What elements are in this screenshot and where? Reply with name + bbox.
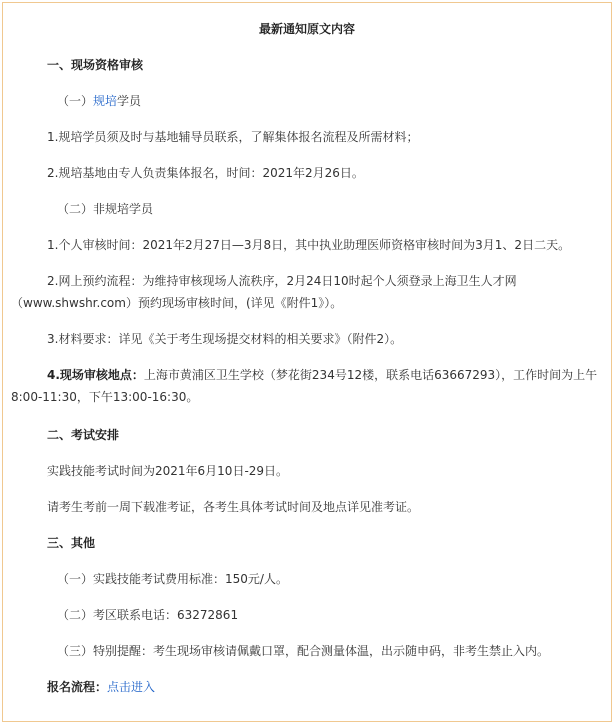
paragraph-contact-phone: （二）考区联系电话：63272861	[57, 608, 239, 622]
paragraph-exam-time: 实践技能考试时间为2021年6月10日-29日。	[47, 464, 289, 478]
section-heading-exam: 二、考试安排	[47, 428, 120, 442]
notice-frame	[2, 2, 612, 722]
registration-process-label: 报名流程：	[47, 680, 108, 694]
paragraph-materials: 3.材料要求：详见《关于考生现场提交材料的相关要求》（附件2）。	[47, 332, 403, 346]
subheading-non-trainee: （二）非规培学员	[57, 202, 154, 216]
paragraph-fee: （一）实践技能考试费用标准：150元/人。	[57, 572, 288, 586]
subheading-trainee	[57, 91, 597, 111]
subheading-trainee-suffix: 学员	[117, 94, 142, 108]
section-heading-other: 三、其他	[47, 536, 96, 550]
paragraph-admission-ticket: 请考生考前一周下载准考证，各考生具体考试时间及地点详见准考证。	[47, 500, 420, 514]
paragraph-review-time: 1.个人审核时间：2021年2月27日—3月8日，其中执业助理医师资格审核时间为3月1、2日二天。	[47, 238, 571, 252]
paragraph-online-booking-line2: （www.shwshr.com）预约现场审核时间，(详见《附件1》）。	[11, 296, 343, 310]
subheading-trainee-prefix: （一）	[57, 94, 94, 108]
paragraph-review-location-line2: 8:00-11:30，下午13:00-16:30。	[11, 390, 199, 404]
paragraph-trainee-registration: 2.规培基地由专人负责集体报名，时间：2021年2月26日。	[47, 166, 364, 180]
click-enter-link[interactable]: 点击进入	[107, 680, 156, 694]
review-location-text: 上海市黄浦区卫生学校（梦花街234号12楼，联系电话63667293），工作时间为上午	[143, 368, 598, 382]
paragraph-review-location-line1	[47, 365, 597, 385]
review-location-label: 4.现场审核地点：	[47, 368, 144, 382]
trainee-link[interactable]: 规培	[93, 94, 118, 108]
paragraph-online-booking-line1: 2.网上预约流程：为维持审核现场人流秩序，2月24日10时起个人须登录上海卫生人才网	[47, 274, 517, 288]
registration-process	[47, 677, 597, 697]
section-heading-qualification: 一、现场资格审核	[47, 58, 144, 72]
paragraph-reminder: （三）特别提醒：考生现场审核请佩戴口罩，配合测量体温，出示随申码，非考生禁止入内。	[57, 644, 550, 658]
notice-title: 最新通知原文内容	[258, 22, 355, 36]
paragraph-trainee-contact: 1.规培学员须及时与基地辅导员联系，了解集体报名流程及所需材料；	[47, 130, 419, 144]
